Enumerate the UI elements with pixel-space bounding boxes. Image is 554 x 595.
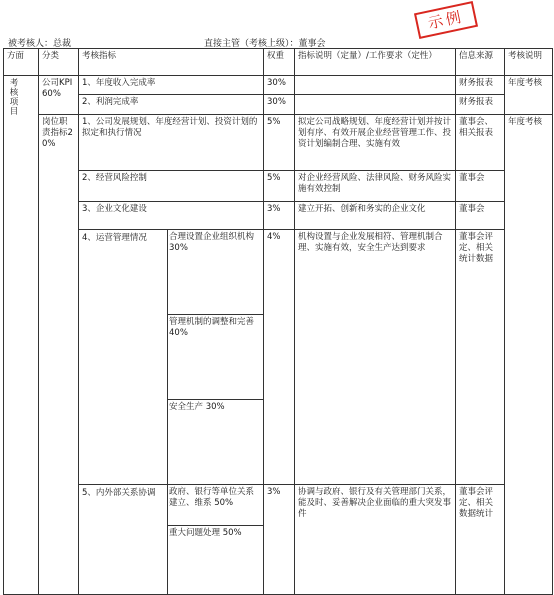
indicator-cell: 2、利润完成率 [79, 95, 264, 115]
column-header: 考核说明 [505, 49, 553, 76]
table-row [4, 171, 553, 202]
sub-indicator-table [79, 230, 272, 484]
assessment-header [4, 33, 552, 49]
table-row [4, 230, 553, 485]
desc-cell: 协调与政府、银行及有关管理部门关系，能及时、妥善解决企业面临的重大突发事件 [295, 485, 456, 595]
source-cell: 董事会、相关报表 [456, 115, 505, 171]
aspect-cell [4, 76, 39, 595]
category-duty-cell: 岗位职责指标20% [39, 115, 79, 595]
assessee-label: 被考核人：总裁 [8, 39, 72, 49]
sub-indicator: 安全生产 30% [169, 402, 225, 412]
column-header: 指标说明（定量）/工作要求（定性） [295, 49, 456, 76]
weight-cell: 30% [264, 95, 295, 115]
sub-indicator: 合理设置企业组织机构 30% [168, 230, 264, 315]
indicator-cell [79, 230, 272, 485]
sub-indicator: 政府、银行等单位关系建立、维系 50% [168, 485, 264, 526]
source-cell: 董事会评定、相关统计数据 [456, 230, 505, 485]
weight-cell: 5% [264, 171, 295, 202]
indicator-main: 5、内外部关系协调 [79, 485, 168, 594]
indicator-main: 4、运营管理情况 [79, 230, 168, 484]
weight-cell: 5% [264, 115, 295, 171]
source-cell: 董事会 [456, 171, 505, 202]
table-row [4, 95, 553, 115]
indicator-cell [79, 485, 264, 595]
column-header: 分类 [39, 49, 79, 76]
desc-cell: 拟定公司战略规划、年度经营计划并按计划有序、有效开展企业经营管理工作、投资计划编制合理、实施有效 [295, 115, 456, 171]
sub-indicator: 重大问题处理 50% [169, 528, 242, 538]
note-cell: 年度考核 [505, 76, 553, 115]
table-row [4, 115, 553, 171]
indicator-cell: 1、年度收入完成率 [79, 76, 264, 95]
table-header-row [4, 49, 553, 76]
weight-cell: 4% [264, 230, 295, 485]
sample-stamp: 示例 [414, 1, 478, 39]
category-kpi-cell: 公司KPI 60% [39, 76, 79, 115]
desc-cell [295, 95, 456, 115]
supervisor-label: 直接主管（考核上级）：董事会 [204, 39, 326, 49]
indicator-cell: 3、企业文化建设 [79, 202, 264, 230]
column-header: 考核指标 [79, 49, 264, 76]
source-cell: 财务报表 [456, 76, 505, 95]
indicator-cell: 2、经营风险控制 [79, 171, 264, 202]
table-row [4, 485, 553, 595]
column-header: 信息来源 [456, 49, 505, 76]
source-cell: 董事会 [456, 202, 505, 230]
desc-cell: 机构设置与企业发展相符、管理机制合理、实施有效，安全生产达到要求 [295, 230, 456, 485]
desc-cell: 对企业经营风险、法律风险、财务风险实施有效控制 [295, 171, 456, 202]
desc-cell [295, 76, 456, 95]
weight-cell: 3% [264, 485, 295, 595]
desc-cell: 建立开拓、创新和务实的企业文化 [295, 202, 456, 230]
column-header: 权重 [264, 49, 295, 76]
sub-indicator: 管理机制的调整和完善 40% [168, 315, 264, 400]
source-cell: 财务报表 [456, 95, 505, 115]
weight-cell: 3% [264, 202, 295, 230]
table-row [4, 76, 553, 95]
indicator-cell: 1、公司发展规划、年度经营计划、投资计划的拟定和执行情况 [79, 115, 264, 171]
aspect-label: 考核项目 [8, 78, 18, 116]
table-row [4, 202, 553, 230]
weight-cell: 30% [264, 76, 295, 95]
source-cell: 董事会评定、相关数据统计 [456, 485, 505, 595]
assessment-table [3, 48, 553, 595]
note-cell: 年度考核 [505, 115, 553, 595]
sub-indicator-table [79, 485, 263, 594]
column-header: 方面 [4, 49, 39, 76]
